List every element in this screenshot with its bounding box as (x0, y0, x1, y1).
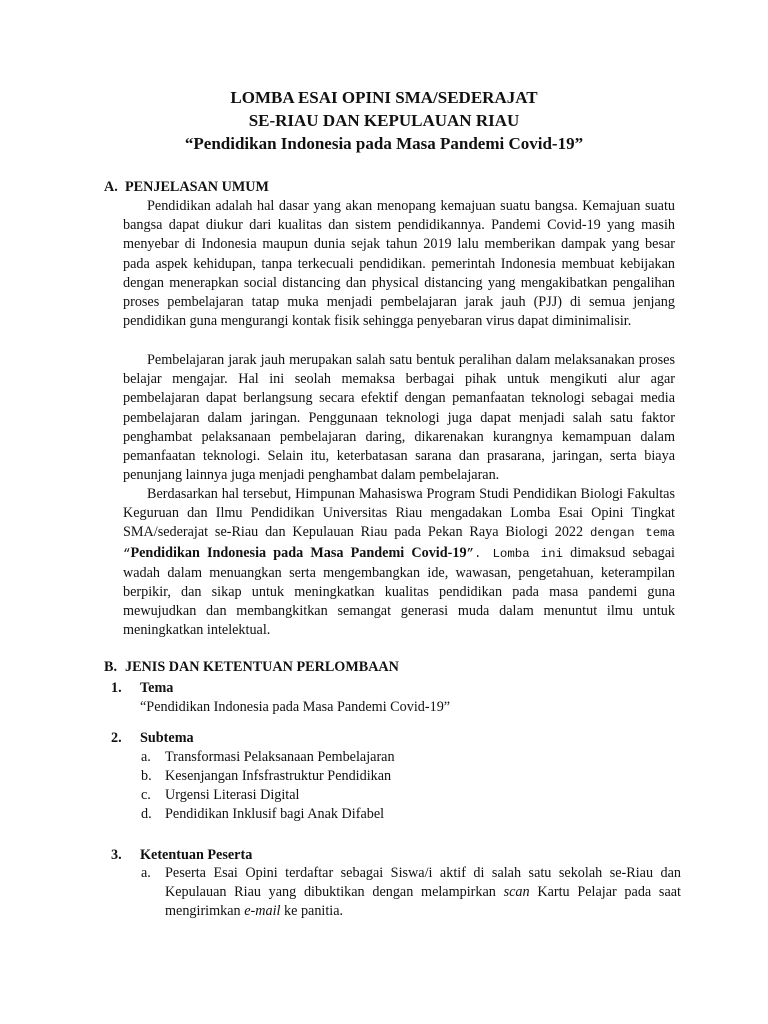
subtema-number: 2. (111, 730, 122, 746)
section-b-number: B. (104, 659, 118, 675)
subtema-item-letter: d. (141, 806, 152, 822)
document-title-line-1: LOMBA ESAI OPINI SMA/SEDERAJAT (230, 88, 538, 107)
ketentuan-text-part-1: Peserta Esai Opini terdaftar sebagai Siswa/i aktif di salah satu sekolah se-Riau dan Kepulauan Riau yang dibuktikan dengan melampirkan (165, 865, 681, 901)
ketentuan-title: Ketentuan Peserta (140, 847, 253, 863)
subtema-item (141, 748, 681, 767)
subtema-item-text: Transformasi Pelaksanaan Pembelajaran (165, 749, 395, 765)
subtema-item-text: Pendidikan Inklusif bagi Anak Difabel (165, 806, 385, 822)
tema-value: “Pendidikan Indonesia pada Masa Pandemi Covid-19” (140, 699, 451, 715)
section-a-paragraph-1: Pendidikan adalah hal dasar yang akan menopang kemajuan suatu bangsa. Kemajuan suatu bangsa dapat diukur dari kualitas dan sistem pendidikannya. Pandemi Covid-19 yang masih menyebar di Indonesia maupun dunia sejak tahun 2019 lalu memberikan dampak yang besar pada aspek kehidupan, tanpa terkecuali pendidikan. pemerintah Indonesia membuat kebijakan dengan menerapkan social distancing dan physical distancing yang mengakibatkan pengalihan proses pembelajaran tatap muka menjadi pembelajaran jarak jauh (PJJ) di semua jenjang pendidikan guna mengurangi kontak fisik sehingga penyebaran virus dapat diminimalisir. (123, 198, 675, 330)
ketentuan-item-text (165, 864, 681, 922)
ketentuan-heading (111, 846, 252, 865)
section-b-heading (104, 658, 399, 677)
subtema-item-text: Urgensi Literasi Digital (165, 787, 300, 803)
ketentuan-text-scan: scan (503, 884, 530, 901)
tema-number: 1. (111, 680, 122, 696)
tema-heading (111, 679, 173, 698)
document-title-line-2: SE-RIAU DAN KEPULAUAN RIAU (248, 111, 520, 130)
subtema-item-letter: c. (141, 787, 151, 803)
paragraph-3-theme-prefix: dengan tema “ (123, 526, 676, 561)
paragraph-3-closing: dimaksud sebagai wadah dalam menuangkan serta mengembangkan ide, wawasan, pengetahuan, keterampilan berpikir, dan sikap untuk meningkatkan kualitas pendidikan pada masa pandemi guna mewujudkan dan membangkitkan semangat generasi muda dalam menuntut ilmu untuk meningkatkan intelektual. (123, 544, 675, 639)
subtema-item-letter: b. (141, 768, 152, 784)
subtema-item (141, 767, 681, 786)
paragraph-3-intro: Berdasarkan hal tersebut, Himpunan Mahasiswa Program Studi Pendidikan Biologi Fakultas Keguruan dan Ilmu Pendidikan Universitas Riau mengadakan Lomba Esai Opini Tingkat SMA/sederajat se-Riau dan Kepulauan Riau pada Pekan Raya Biologi 2022 (123, 486, 675, 541)
section-a-paragraph-2: Pembelajaran jarak jauh merupakan salah satu bentuk peralihan dalam melaksanakan proses belajar mengajar. Hal ini seolah memaksa berbagai pihak untuk mengikuti alur agar pembelajaran dapat berlangsung secara efektif dengan pemanfaatan teknologi sebagai media pembelajaran dalam jaringan. Penggunaan teknologi juga dapat menjadi salah satu faktor penghambat pelaksanaan pembelajaran daring, dikarenakan kurangnya kemampuan dalam pemanfaatan teknologi. Selain itu, keterbatasan sarana dan prasarana, jaringan, serta biaya penunjang lainnya juga menjadi penghambat dalam pembelajaran. (123, 352, 675, 484)
ketentuan-text-part-2: Kartu Pelajar pada saat mengirimkan (165, 884, 681, 920)
ketentuan-text-email: e-mail (244, 903, 281, 920)
ketentuan-item-letter: a. (141, 865, 151, 881)
subtema-title: Subtema (140, 730, 194, 746)
section-b-title: JENIS DAN KETENTUAN PERLOMBAAN (125, 659, 399, 675)
subtema-item-text: Kesenjangan Infsfrastruktur Pendidikan (165, 768, 392, 784)
ketentuan-number: 3. (111, 847, 122, 863)
subtema-heading (111, 729, 194, 748)
section-a-heading (104, 178, 269, 197)
section-a-number: A. (104, 179, 118, 195)
paragraph-3-theme-suffix: ”. Lomba ini (466, 546, 563, 561)
paragraph-3-theme-title: Pendidikan Indonesia pada Masa Pandemi Covid-19 (130, 544, 467, 561)
section-a-paragraph-3 (123, 485, 675, 641)
ketentuan-text-part-3: ke panitia. (280, 903, 344, 920)
subtema-item (141, 786, 681, 805)
tema-title: Tema (140, 680, 174, 696)
section-a-title: PENJELASAN UMUM (125, 179, 269, 195)
subtema-item-letter: a. (141, 749, 151, 765)
subtema-item (141, 805, 681, 824)
ketentuan-item (141, 864, 681, 922)
document-title-theme: “Pendidikan Indonesia pada Masa Pandemi Covid-19” (184, 134, 584, 153)
